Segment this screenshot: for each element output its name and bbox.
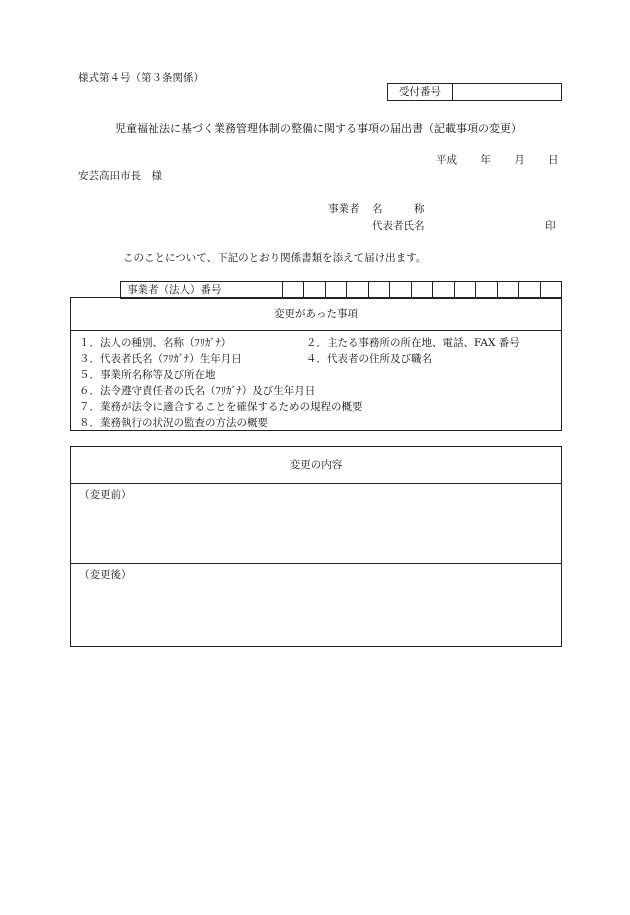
business-number-digit-cell[interactable] bbox=[476, 282, 497, 298]
change-item[interactable]: ４．代表者の住所及び職名 bbox=[306, 353, 432, 365]
after-change-area[interactable] bbox=[71, 564, 561, 645]
changes-header: 変更があった事項 bbox=[71, 298, 561, 331]
change-item[interactable]: ５．事業所名称等及び所在地 bbox=[79, 369, 216, 381]
business-number-cells bbox=[283, 282, 561, 298]
business-number-label: 事業者（法人）番号 bbox=[121, 282, 283, 298]
business-number-digit-cell[interactable] bbox=[283, 282, 304, 298]
reception-number-label: 受付番号 bbox=[388, 84, 453, 100]
change-item[interactable]: ３．代表者氏名（ﾌﾘｶﾞﾅ）生年月日 bbox=[79, 353, 242, 365]
business-number-digit-cell[interactable] bbox=[455, 282, 476, 298]
business-number-digit-cell[interactable] bbox=[541, 282, 561, 298]
business-number-digit-cell[interactable] bbox=[304, 282, 325, 298]
applicant-label: 事業者 bbox=[328, 203, 360, 215]
business-number-digit-cell[interactable] bbox=[519, 282, 540, 298]
change-item[interactable]: ６．法令遵守責任者の氏名（ﾌﾘｶﾞﾅ）及び生年月日 bbox=[79, 385, 316, 397]
seal-mark: 印 bbox=[545, 220, 556, 232]
changes-box bbox=[70, 297, 562, 431]
change-item[interactable]: ２．主たる事務所の所在地、電話、FAX 番号 bbox=[306, 337, 520, 349]
representative-name-label: 代表者氏名 bbox=[372, 220, 425, 232]
date-era: 平成 bbox=[436, 154, 457, 166]
after-change-label: （変更後） bbox=[79, 569, 132, 581]
addressee: 安芸高田市長 様 bbox=[78, 170, 162, 182]
change-item[interactable]: ７．業務が法令に適合することを確保するための規程の概要 bbox=[79, 401, 363, 413]
change-item[interactable]: ８．業務執行の状況の監査の方法の概要 bbox=[79, 417, 268, 429]
business-number-digit-cell[interactable] bbox=[412, 282, 433, 298]
intro-text: このことについて、下記のとおり関係書類を添えて届け出ます。 bbox=[123, 252, 427, 264]
change-item[interactable]: １．法人の種別、名称（ﾌﾘｶﾞﾅ） bbox=[79, 337, 232, 349]
date-day: 日 bbox=[548, 154, 559, 166]
date-line bbox=[436, 152, 559, 167]
business-number-digit-cell[interactable] bbox=[326, 282, 347, 298]
form-number: 様式第４号（第３条関係） bbox=[78, 72, 204, 84]
date-year: 年 bbox=[480, 154, 491, 166]
applicant-name-label: 名 称 bbox=[372, 203, 425, 215]
business-number-digit-cell[interactable] bbox=[347, 282, 368, 298]
business-number-digit-cell[interactable] bbox=[369, 282, 390, 298]
change-content-box bbox=[70, 446, 562, 647]
before-change-label: （変更前） bbox=[79, 489, 132, 501]
before-change-area[interactable] bbox=[71, 484, 561, 564]
document-title: 児童福祉法に基づく業務管理体制の整備に関する事項の届出書（記載事項の変更） bbox=[115, 122, 522, 135]
reception-number-field[interactable] bbox=[453, 84, 561, 100]
date-month: 月 bbox=[514, 154, 525, 166]
changes-items bbox=[71, 331, 561, 430]
business-number-digit-cell[interactable] bbox=[390, 282, 411, 298]
change-content-header: 変更の内容 bbox=[71, 447, 561, 484]
business-number-digit-cell[interactable] bbox=[433, 282, 454, 298]
reception-number-box bbox=[387, 83, 562, 101]
business-number-digit-cell[interactable] bbox=[498, 282, 519, 298]
